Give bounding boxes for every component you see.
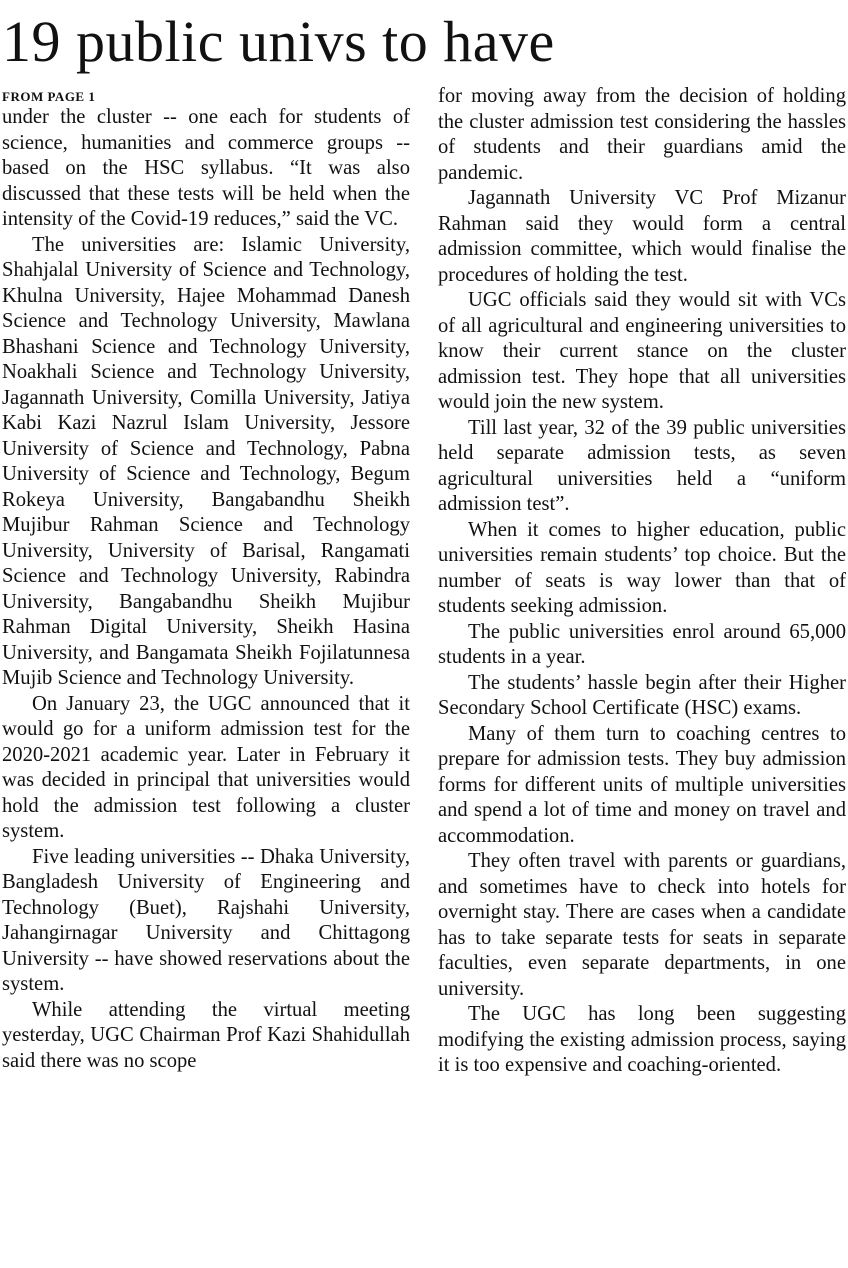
paragraph: The universities are: Islamic University, Shahjalal University of Science and Technology, Khulna University, Hajee Mohammad Danesh Science and Technology University, Mawlana Bhashani Science and Technology University, Noakhali Science and Technology University, Jagannath University, Comilla University, Jatiya Kabi Kazi Nazrul Islam University, Jessore University of Science and Technology, Pabna University of Science and Technology, Begum Rokeya University, Bangabandhu Sheikh Mujibur Rahman Science and Technology University, University of Barisal, Rangamati Science and Technology University, Rabindra University, Bangabandhu Sheikh Mujibur Rahman Digital University, Sheikh Hasina University, and Bangamata Sheikh Fojilatunnesa Mujib Science and Technology University. — [2, 233, 410, 689]
paragraph: under the cluster -- one each for students of science, humanities and commerce groups -- based on the HSC syllabus. “It was also discussed that these tests will be held when the intensity of the Covid-19 reduces,” said the VC. — [2, 106, 410, 230]
paragraph: The public universities enrol around 65,000 students in a year. — [438, 620, 846, 668]
right-column — [438, 84, 846, 1079]
paragraph: The UGC has long been suggesting modifying the existing admission process, saying it is too expensive and coaching-oriented. — [438, 1003, 846, 1076]
paragraph: Five leading universities -- Dhaka University, Bangladesh University of Engineering and Technology (Buet), Rajshahi University, Jahangirnagar University and Chittagong University -- have showed reservations about the system. — [2, 845, 410, 995]
paragraph: Jagannath University VC Prof Mizanur Rahman said they would form a central admission committee, which would finalise the procedures of holding the test. — [438, 187, 846, 286]
paragraph: Till last year, 32 of the 39 public universities held separate admission tests, as seven agricultural universities held a “uniform admission test”. — [438, 416, 846, 515]
paragraph: They often travel with parents or guardians, and sometimes have to check into hotels for overnight stay. There are cases when a candidate has to take separate tests for seats in separate faculties, even separate departments, in one university. — [438, 850, 846, 1000]
left-column — [2, 88, 410, 1074]
paragraph: Many of them turn to coaching centres to prepare for admission tests. They buy admission forms for different units of multiple universities and spend a lot of time and money on travel and accommodation. — [438, 722, 846, 847]
headline: 19 public univs to have — [2, 9, 555, 74]
jump-kicker: FROM PAGE 1 — [2, 89, 96, 104]
paragraph: While attending the virtual meeting yesterday, UGC Chairman Prof Kazi Shahidullah said there was no scope — [2, 998, 410, 1072]
paragraph: The students’ hassle begin after their Higher Secondary School Certificate (HSC) exams. — [438, 671, 846, 719]
paragraph: On January 23, the UGC announced that it would go for a uniform admission test for the 2020-2021 academic year. Later in February it was decided in principal that universities would hold the admission test following a cluster system. — [2, 692, 410, 842]
paragraph: UGC officials said they would sit with VCs of all agricultural and engineering universities to know their current stance on the cluster admission test. They hope that all universities would join the new system. — [438, 289, 846, 413]
paragraph: When it comes to higher education, public universities remain students’ top choice. But the number of seats is way lower than that of students seeking admission. — [438, 518, 846, 617]
paragraph: for moving away from the decision of holding the cluster admission test considering the hassles of students and their guardians amid the pandemic. — [438, 85, 846, 184]
